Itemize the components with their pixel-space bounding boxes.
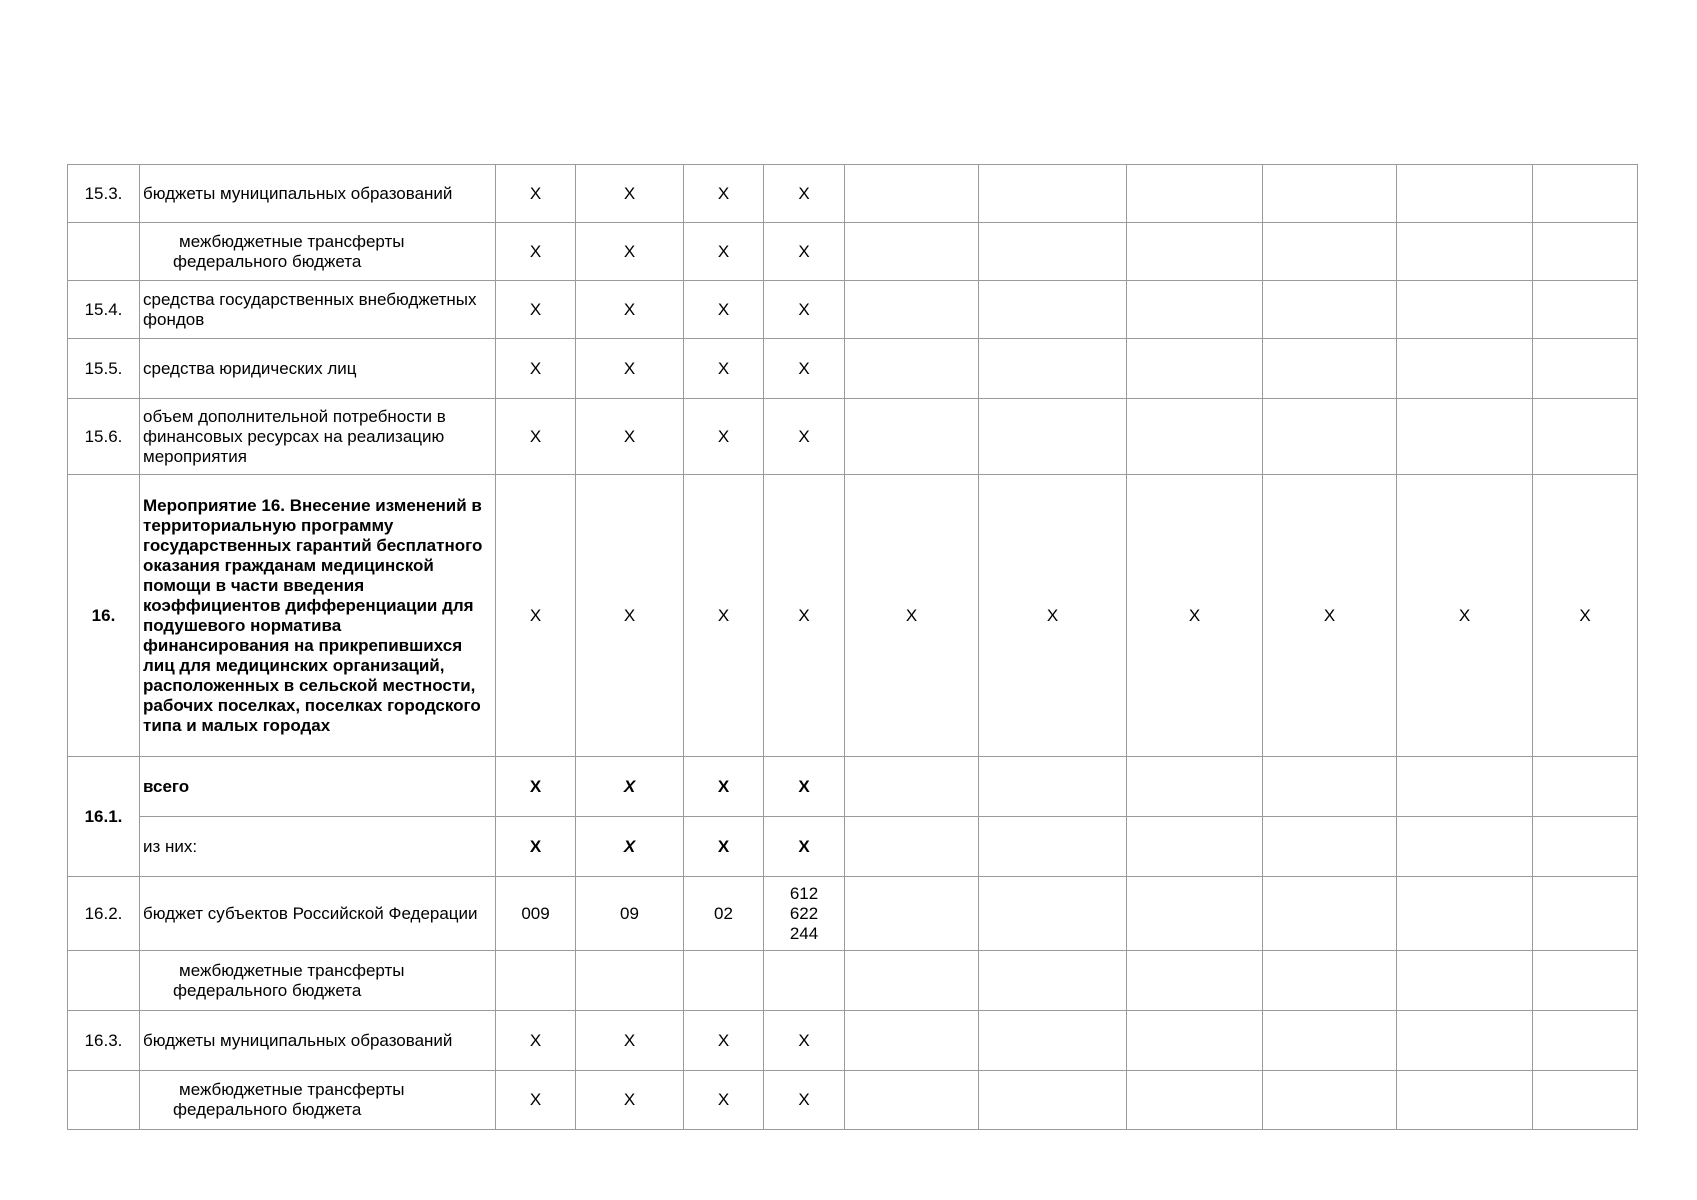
row-name-text: межбюджетные трансферты федерального бюджета bbox=[173, 1080, 405, 1119]
cell-value: X bbox=[684, 339, 764, 399]
row-number: 15.5. bbox=[68, 339, 140, 399]
cell-empty bbox=[979, 339, 1127, 399]
cell-value: X bbox=[764, 817, 845, 877]
cell-empty bbox=[1397, 1011, 1533, 1071]
cell-value: 612 bbox=[789, 883, 819, 903]
cell-value: X bbox=[576, 1011, 684, 1071]
cell-empty bbox=[1397, 339, 1533, 399]
row-name: бюджеты муниципальных образований bbox=[140, 165, 496, 223]
cell-value: X bbox=[684, 817, 764, 877]
row-number: 16.2. bbox=[68, 877, 140, 951]
cell-value: X bbox=[764, 339, 845, 399]
cell-empty bbox=[1263, 757, 1397, 817]
cell-empty bbox=[845, 877, 979, 951]
cell-empty bbox=[1397, 281, 1533, 339]
cell-value: X bbox=[684, 281, 764, 339]
row-number: 15.3. bbox=[68, 165, 140, 223]
cell-empty bbox=[979, 399, 1127, 475]
cell-empty bbox=[979, 281, 1127, 339]
cell-empty bbox=[1533, 1011, 1638, 1071]
cell-empty bbox=[845, 399, 979, 475]
cell-empty bbox=[1397, 399, 1533, 475]
cell-empty bbox=[1263, 399, 1397, 475]
cell-value: X bbox=[1533, 475, 1638, 757]
cell-value: X bbox=[576, 399, 684, 475]
cell-empty bbox=[1533, 399, 1638, 475]
row-number: 16.3. bbox=[68, 1011, 140, 1071]
cell-value: X bbox=[496, 281, 576, 339]
cell-empty bbox=[1263, 281, 1397, 339]
cell-value: X bbox=[1263, 475, 1397, 757]
cell-value: X bbox=[576, 165, 684, 223]
cell-value: X bbox=[496, 475, 576, 757]
cell-value: X bbox=[764, 757, 845, 817]
cell-empty bbox=[845, 1011, 979, 1071]
cell-value: X bbox=[764, 223, 845, 281]
table-row bbox=[68, 399, 1638, 475]
cell-value: X bbox=[764, 1011, 845, 1071]
cell-empty bbox=[1533, 817, 1638, 877]
cell-empty bbox=[1397, 877, 1533, 951]
cell-empty bbox=[1397, 165, 1533, 223]
cell-empty bbox=[764, 951, 845, 1011]
table-row bbox=[68, 339, 1638, 399]
cell-empty bbox=[845, 223, 979, 281]
row-number: 16. bbox=[68, 475, 140, 757]
table-row bbox=[68, 475, 1638, 757]
table-row bbox=[68, 165, 1638, 223]
row-number: 15.4. bbox=[68, 281, 140, 339]
cell-empty bbox=[845, 1071, 979, 1130]
cell-empty bbox=[1127, 399, 1263, 475]
cell-empty bbox=[1263, 339, 1397, 399]
cell-empty bbox=[1533, 757, 1638, 817]
cell-empty bbox=[1533, 281, 1638, 339]
cell-value: X bbox=[576, 223, 684, 281]
row-name-text: межбюджетные трансферты федерального бюджета bbox=[173, 231, 405, 271]
cell-empty bbox=[1397, 817, 1533, 877]
cell-empty bbox=[1127, 951, 1263, 1011]
cell-empty bbox=[1127, 1011, 1263, 1071]
cell-empty bbox=[684, 951, 764, 1011]
cell-empty bbox=[1127, 817, 1263, 877]
cell-value: X bbox=[684, 165, 764, 223]
cell-empty bbox=[1397, 951, 1533, 1011]
cell-empty bbox=[979, 877, 1127, 951]
cell-value: X bbox=[496, 1071, 576, 1130]
cell-empty bbox=[1263, 1011, 1397, 1071]
cell-empty bbox=[1533, 951, 1638, 1011]
cell-empty bbox=[1127, 281, 1263, 339]
cell-empty bbox=[1263, 951, 1397, 1011]
budget-table bbox=[67, 164, 1638, 1130]
cell-empty bbox=[1397, 223, 1533, 281]
cell-value: X bbox=[764, 1071, 845, 1130]
cell-value: X bbox=[684, 1071, 764, 1130]
cell-value: X bbox=[576, 817, 684, 877]
cell-value: X bbox=[576, 757, 684, 817]
cell-empty bbox=[576, 951, 684, 1011]
row-number: 15.6. bbox=[68, 399, 140, 475]
row-name: из них: bbox=[140, 817, 496, 877]
cell-empty bbox=[1397, 1071, 1533, 1130]
cell-empty bbox=[496, 951, 576, 1011]
cell-empty bbox=[1533, 223, 1638, 281]
cell-value: X bbox=[576, 475, 684, 757]
cell-empty bbox=[1127, 877, 1263, 951]
cell-value: X bbox=[764, 399, 845, 475]
cell-empty bbox=[1127, 1071, 1263, 1130]
cell-empty bbox=[1263, 1071, 1397, 1130]
cell-value: X bbox=[496, 757, 576, 817]
row-name: бюджет субъектов Российской Федерации bbox=[140, 877, 496, 951]
cell-empty bbox=[1127, 757, 1263, 817]
cell-value: X bbox=[845, 475, 979, 757]
row-name bbox=[140, 1071, 496, 1130]
cell-empty bbox=[1127, 165, 1263, 223]
cell-value: X bbox=[979, 475, 1127, 757]
cell-empty bbox=[1533, 165, 1638, 223]
cell-empty bbox=[1263, 877, 1397, 951]
cell-value: 09 bbox=[576, 877, 684, 951]
cell-multi-value bbox=[764, 877, 845, 951]
cell-empty bbox=[979, 1011, 1127, 1071]
cell-value: X bbox=[764, 165, 845, 223]
table-row bbox=[68, 1071, 1638, 1130]
cell-value: X bbox=[496, 1011, 576, 1071]
row-name bbox=[140, 223, 496, 281]
row-number bbox=[68, 223, 140, 281]
cell-value: X bbox=[1397, 475, 1533, 757]
cell-value: X bbox=[496, 817, 576, 877]
cell-value: X bbox=[684, 475, 764, 757]
row-name: средства юридических лиц bbox=[140, 339, 496, 399]
cell-empty bbox=[1533, 1071, 1638, 1130]
row-name: средства государственных внебюджетных фондов bbox=[140, 281, 496, 339]
row-number bbox=[68, 951, 140, 1011]
cell-empty bbox=[1263, 223, 1397, 281]
cell-value: X bbox=[496, 339, 576, 399]
row-name-text: межбюджетные трансферты федерального бюджета bbox=[173, 960, 405, 1000]
table-row bbox=[68, 877, 1638, 951]
cell-value: X bbox=[576, 1071, 684, 1130]
cell-value: X bbox=[496, 165, 576, 223]
cell-empty bbox=[845, 165, 979, 223]
table-row bbox=[68, 1011, 1638, 1071]
cell-empty bbox=[1263, 165, 1397, 223]
cell-empty bbox=[1533, 339, 1638, 399]
cell-value: X bbox=[496, 399, 576, 475]
cell-empty bbox=[979, 165, 1127, 223]
cell-value: X bbox=[764, 281, 845, 339]
cell-empty bbox=[1263, 817, 1397, 877]
row-name: Мероприятие 16. Внесение изменений в территориальную программу государственных гарантий бесплатного оказания гражданам медицинской помощи в части введения коэффициентов дифференциации для подушевого норматива финансирования на прикрепившихся лиц для медицинских организаций, расположенных в сельской местности, рабочих поселках, поселках городского типа и малых городах bbox=[140, 475, 496, 757]
cell-value: X bbox=[684, 757, 764, 817]
cell-value: X bbox=[684, 223, 764, 281]
cell-empty bbox=[845, 281, 979, 339]
cell-empty bbox=[979, 223, 1127, 281]
cell-empty bbox=[1127, 223, 1263, 281]
cell-empty bbox=[979, 757, 1127, 817]
cell-value: 009 bbox=[496, 877, 576, 951]
cell-empty bbox=[845, 817, 979, 877]
cell-value: X bbox=[576, 281, 684, 339]
cell-value: X bbox=[1127, 475, 1263, 757]
row-number: 16.1. bbox=[68, 757, 140, 877]
row-number bbox=[68, 1071, 140, 1130]
cell-value: X bbox=[496, 223, 576, 281]
row-name: объем дополнительной потребности в финансовых ресурсах на реализацию мероприятия bbox=[140, 399, 496, 475]
table-row bbox=[68, 757, 1638, 817]
cell-empty bbox=[845, 757, 979, 817]
cell-value: X bbox=[684, 399, 764, 475]
row-name bbox=[140, 951, 496, 1011]
cell-empty bbox=[1533, 877, 1638, 951]
cell-value: 622 bbox=[789, 903, 819, 923]
cell-empty bbox=[845, 339, 979, 399]
cell-value: 244 bbox=[789, 923, 819, 943]
row-name: всего bbox=[140, 757, 496, 817]
cell-value: 02 bbox=[684, 877, 764, 951]
table-row bbox=[68, 817, 1638, 877]
table-row bbox=[68, 951, 1638, 1011]
cell-empty bbox=[979, 817, 1127, 877]
cell-empty bbox=[845, 951, 979, 1011]
cell-value: X bbox=[576, 339, 684, 399]
cell-empty bbox=[1127, 339, 1263, 399]
table-row bbox=[68, 281, 1638, 339]
cell-empty bbox=[979, 1071, 1127, 1130]
table-row bbox=[68, 223, 1638, 281]
row-name: бюджеты муниципальных образований bbox=[140, 1011, 496, 1071]
cell-empty bbox=[1397, 757, 1533, 817]
cell-value: X bbox=[684, 1011, 764, 1071]
cell-value: X bbox=[764, 475, 845, 757]
cell-value-stack bbox=[790, 884, 818, 944]
cell-empty bbox=[979, 951, 1127, 1011]
